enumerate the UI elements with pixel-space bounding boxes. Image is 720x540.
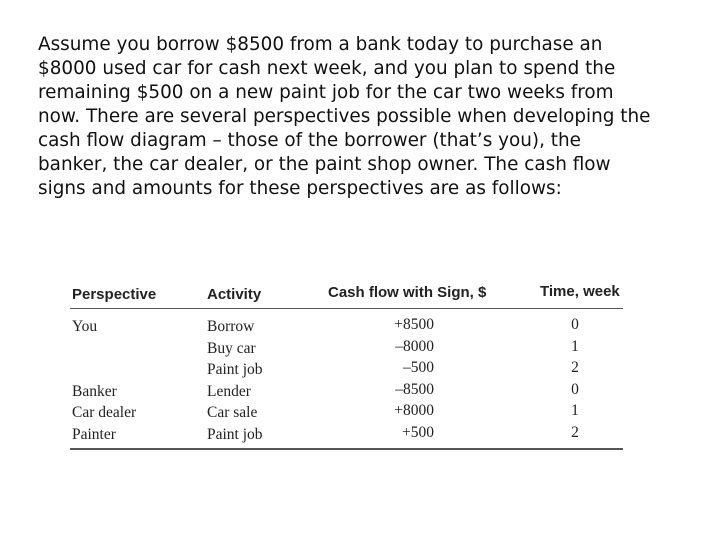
footer-rule [70,448,623,450]
table-cell: 1 [571,337,579,355]
activity-column [207,316,263,445]
table-cell: Car sale [207,404,258,421]
table-cell: You [72,318,98,335]
intro-line: banker, the car dealer, or the paint shop owner. The cash flow [38,154,611,175]
table-cell: Car dealer [72,404,137,421]
table-cell: 2 [571,359,579,376]
intro-line: Assume you borrow $8500 from a bank today to purchase an [38,34,603,55]
intro-line: remaining $500 on a new paint job for the car two weeks from [38,82,614,103]
table-cell: –8000 [395,337,434,355]
cash-flow-column [370,314,434,443]
table-cell: Painter [72,425,116,443]
table-cell: 0 [571,380,579,398]
intro-line: now. There are several perspectives possible when developing the [38,106,651,127]
table-cell: –500 [403,359,434,376]
table-cell: 0 [571,316,579,333]
table-cell: +8500 [394,316,434,333]
table-cell: +500 [402,423,434,441]
header-cash-flow: Cash flow with Sign, $ [328,284,487,301]
table-cell: +8000 [394,402,434,419]
table-cell: Buy car [207,339,256,357]
table-cell [72,338,136,360]
table-cell: 1 [571,402,579,419]
table-cell [72,359,136,381]
intro-line: $8000 used car for cash next week, and you plan to spend the [38,58,616,79]
table-cell: Banker [72,382,117,400]
table-cell: Borrow [207,318,255,335]
table-cell: 2 [571,423,579,441]
table-cell: –8500 [395,380,434,398]
intro-line: cash flow diagram – those of the borrower (that’s you), the [38,130,581,151]
perspective-column [72,316,136,445]
header-activity: Activity [207,286,262,303]
header-rule [70,308,623,309]
table-cell: Lender [207,382,251,400]
intro-line: signs and amounts for these perspectives are as follows: [38,178,562,199]
table-cell: Paint job [207,361,263,378]
table-cell: Paint job [207,425,263,443]
header-perspective: Perspective [72,286,157,303]
intro-paragraph [38,33,698,201]
time-column [565,314,585,443]
header-time: Time, week [540,283,620,300]
